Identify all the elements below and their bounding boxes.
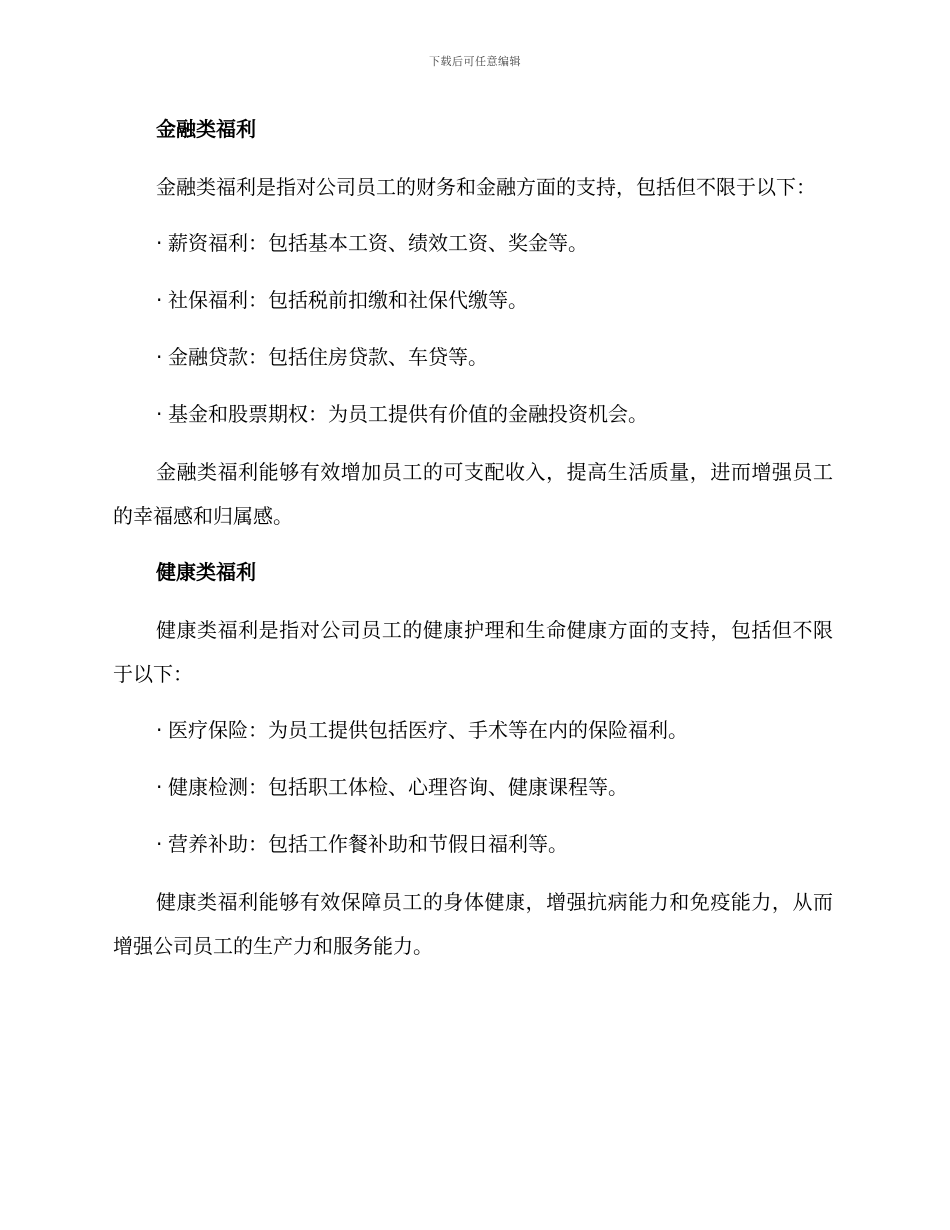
header-note: 下载后可任意编辑 [429,55,521,68]
bullet-text: 社保福利：包括税前扣缴和社保代缴等。 [168,288,528,312]
bullet-text: 健康检测：包括职工体检、心理咨询、健康课程等。 [168,775,628,799]
bullet-text: 金融贷款：包括住房贷款、车贷等。 [168,345,488,369]
section-heading: 健康类福利 [156,560,256,584]
bullet-text: 医疗保险：为员工提供包括医疗、手术等在内的保险福利。 [168,718,688,742]
bullet-dot: · [156,345,163,369]
bullet-text: 薪资福利：包括基本工资、绩效工资、奖金等。 [168,231,588,255]
section-health [113,551,833,968]
bullet-dot: · [156,718,163,742]
bullet-dot: · [156,832,163,856]
section-summary: 金融类福利能够有效增加员工的可支配收入，提高生活质量，进而增强员工的幸福感和归属感。 [113,460,833,528]
bullet-item [113,709,833,751]
section-summary: 健康类福利能够有效保障员工的身体健康，增强抗病能力和免疫能力，从而增强公司员工的生产力和服务能力。 [113,890,833,958]
bullet-dot: · [156,231,163,255]
section-finance [113,108,833,538]
section-intro: 金融类福利是指对公司员工的财务和金融方面的支持，包括但不限于以下： [156,175,816,199]
section-heading: 金融类福利 [156,117,256,141]
bullet-item [113,393,833,435]
bullet-item [113,766,833,808]
bullet-text: 营养补助：包括工作餐补助和节假日福利等。 [168,832,568,856]
bullet-item [113,279,833,321]
bullet-text: 基金和股票期权：为员工提供有价值的金融投资机会。 [168,402,648,426]
bullet-item [113,336,833,378]
bullet-item [113,823,833,865]
bullet-dot: · [156,288,163,312]
section-intro: 健康类福利是指对公司员工的健康护理和生命健康方面的支持，包括但不限于以下： [113,618,833,686]
document-body [113,108,833,981]
bullet-item [113,222,833,264]
bullet-dot: · [156,402,163,426]
bullet-dot: · [156,775,163,799]
